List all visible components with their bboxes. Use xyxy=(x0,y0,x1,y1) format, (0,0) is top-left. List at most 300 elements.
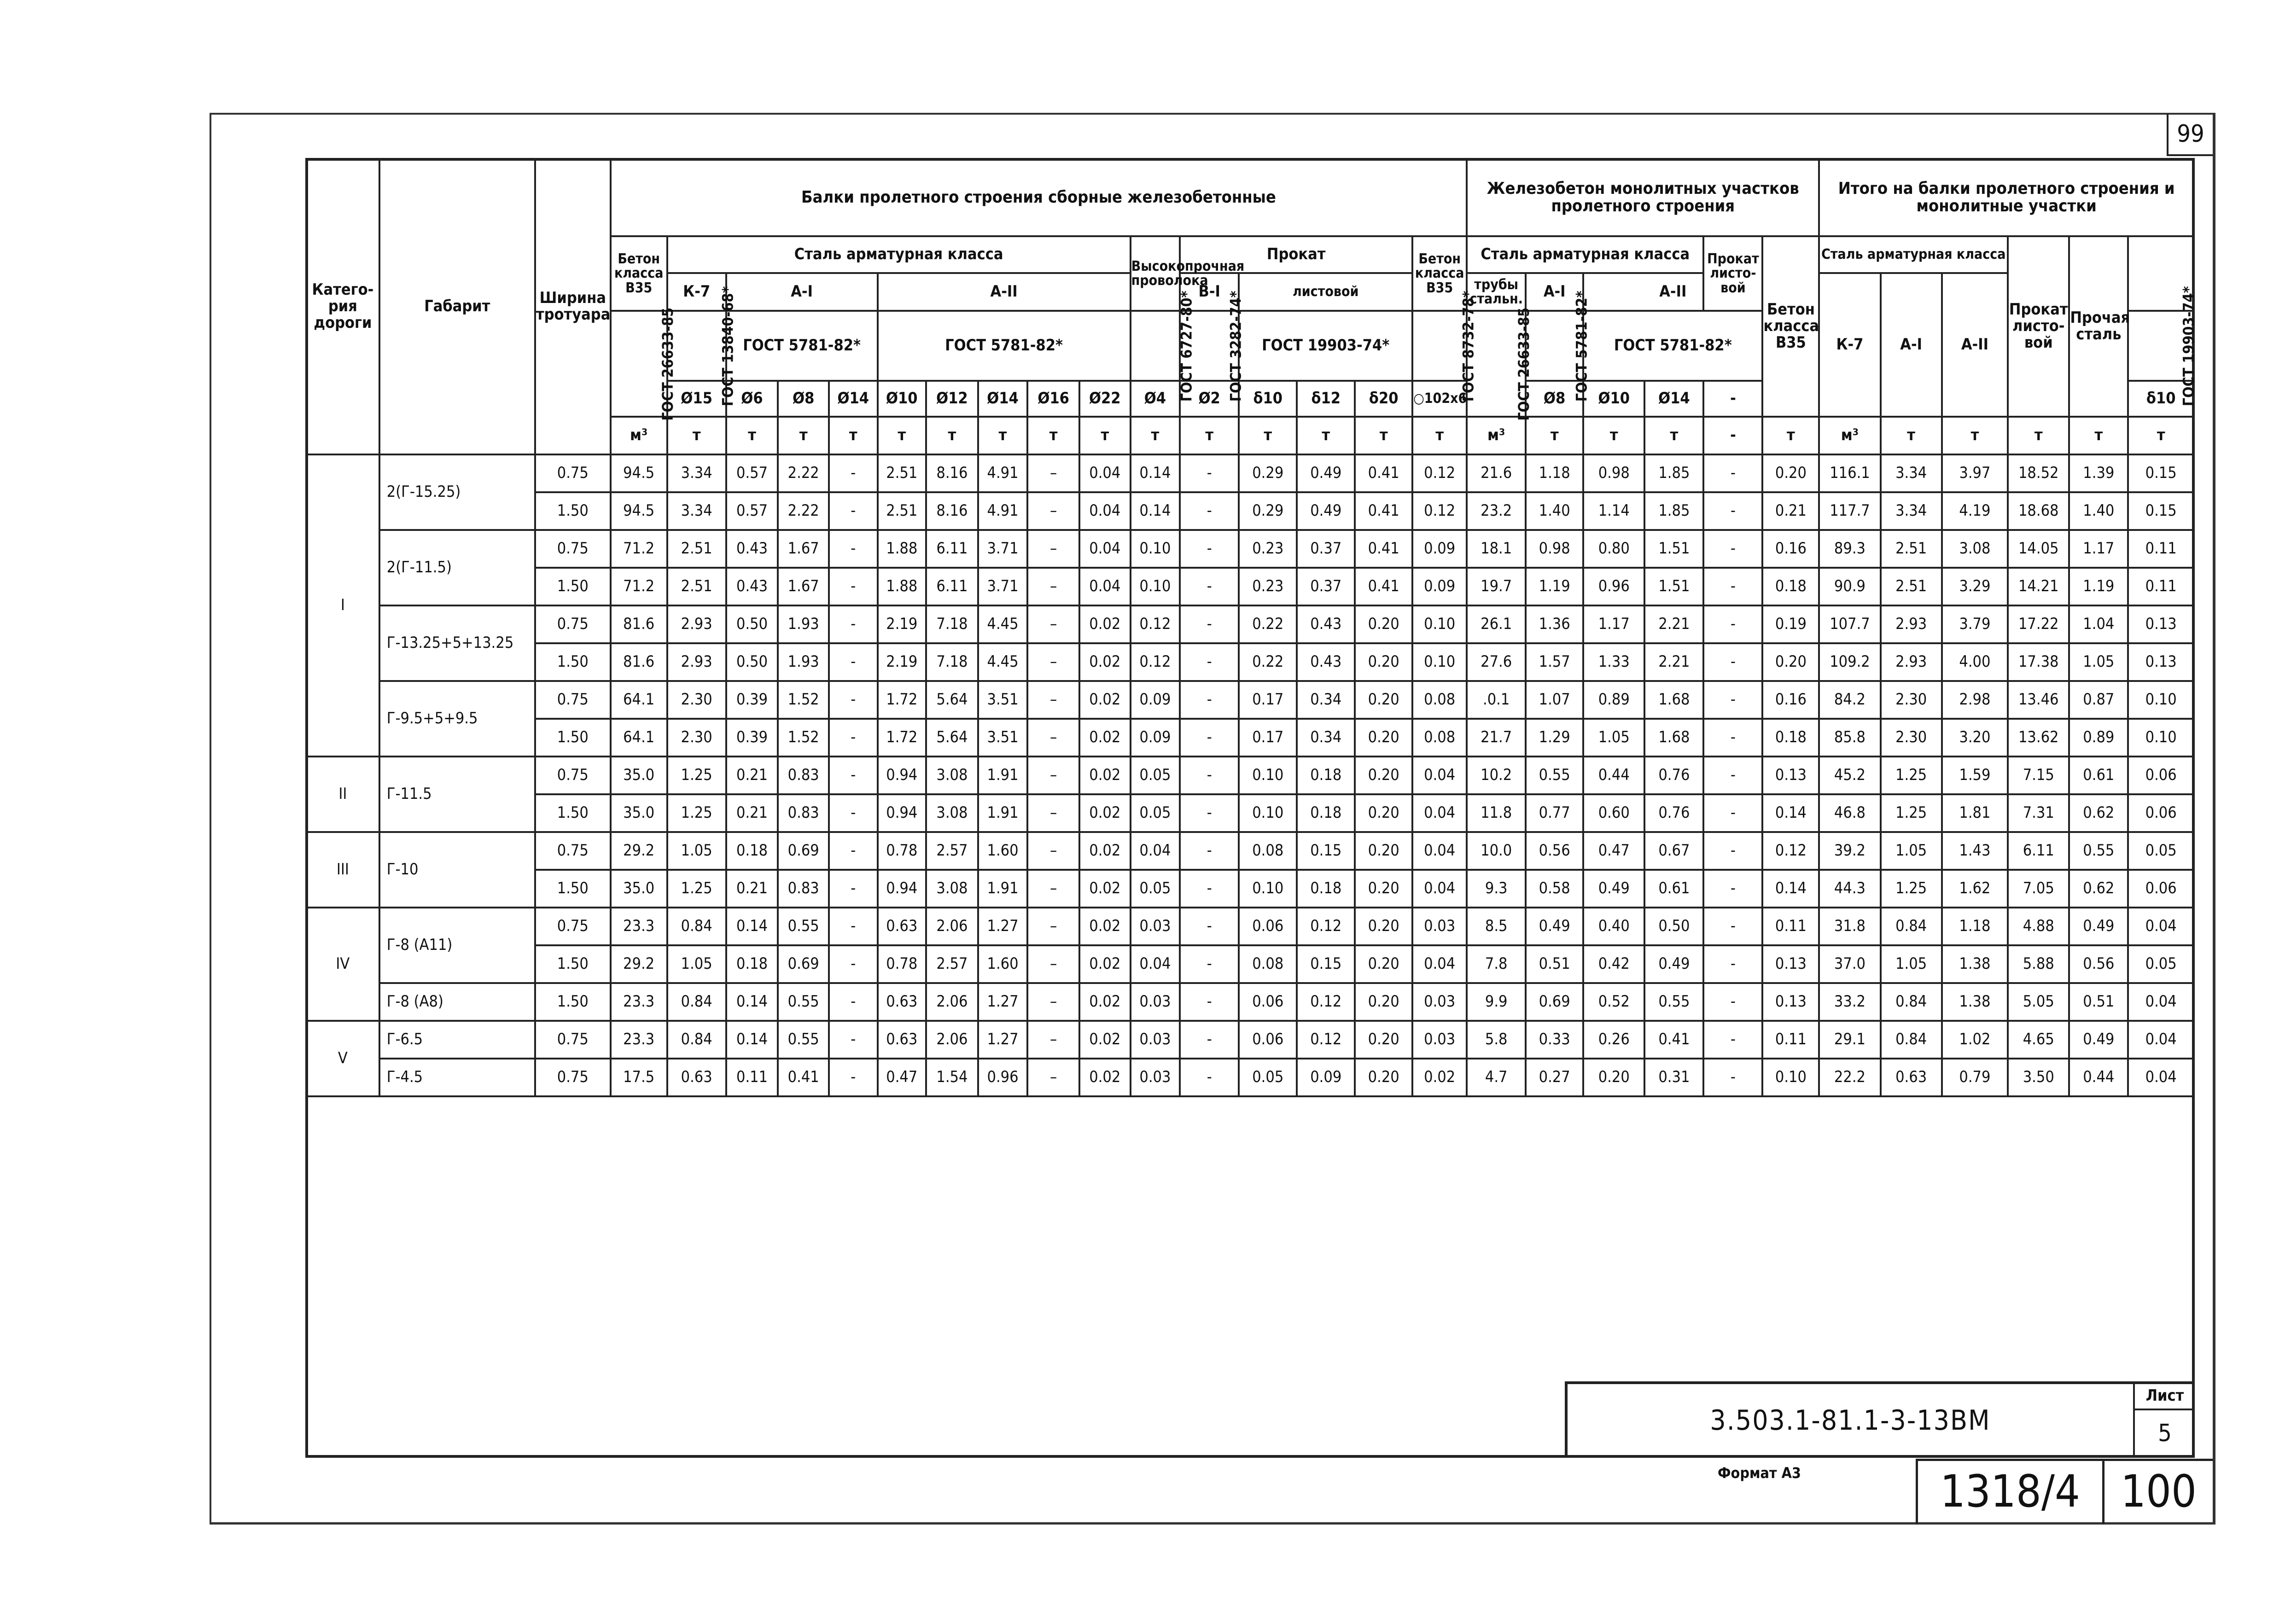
unit-cell: т xyxy=(778,417,829,454)
inventory-number: 1318/4 xyxy=(1940,1466,2080,1517)
value-cell: 4.88 xyxy=(2008,908,2069,945)
header-a1-g3: А-I xyxy=(1881,273,1942,417)
value-cell: 0.04 xyxy=(1412,945,1467,983)
value-cell: - xyxy=(829,530,878,568)
value-cell: 0.43 xyxy=(1297,605,1355,643)
value-cell: 1.67 xyxy=(778,530,829,568)
road-category-cell: IV xyxy=(306,908,379,1021)
value-cell: 31.8 xyxy=(1819,908,1880,945)
header-k7-g3: К-7 xyxy=(1819,273,1880,417)
value-cell: 3.34 xyxy=(1881,454,1942,492)
unit-cell: т xyxy=(2128,417,2194,454)
value-cell: 0.09 xyxy=(1412,530,1467,568)
value-cell: 14.05 xyxy=(2008,530,2069,568)
value-cell: 1.05 xyxy=(667,945,726,983)
value-cell: 0.16 xyxy=(1762,681,1819,719)
value-cell: 1.40 xyxy=(2069,492,2128,530)
value-cell: - xyxy=(829,1059,878,1096)
value-cell: 0.62 xyxy=(2069,870,2128,908)
value-cell: – xyxy=(1027,530,1079,568)
header-gost-6727: ГОСТ 6727-80* xyxy=(1131,311,1180,381)
value-cell: 0.20 xyxy=(1583,1059,1644,1096)
value-cell: - xyxy=(1180,568,1239,605)
table-row xyxy=(306,568,2194,605)
value-cell: 81.6 xyxy=(611,643,667,681)
value-cell: 0.12 xyxy=(1762,832,1819,870)
value-cell: - xyxy=(1703,832,1762,870)
unit-cell: т xyxy=(1355,417,1412,454)
value-cell: 7.8 xyxy=(1467,945,1526,983)
gabarit-cell: 2(Г-11.5) xyxy=(379,530,535,605)
value-cell: 0.78 xyxy=(878,945,927,983)
value-cell: 2.30 xyxy=(667,719,726,757)
value-cell: 64.1 xyxy=(611,719,667,757)
value-cell: 2.57 xyxy=(926,832,978,870)
value-cell: - xyxy=(1703,757,1762,794)
value-cell: 0.61 xyxy=(2069,757,2128,794)
value-cell: 1.25 xyxy=(1881,794,1942,832)
sidewalk-width-cell: 0.75 xyxy=(535,1021,611,1059)
road-category-cell: II xyxy=(306,757,379,832)
value-cell: - xyxy=(1703,530,1762,568)
value-cell: 0.37 xyxy=(1297,530,1355,568)
value-cell: 2.98 xyxy=(1942,681,2008,719)
value-cell: 0.13 xyxy=(1762,945,1819,983)
size-cell: δ10 xyxy=(2128,381,2194,417)
value-cell: 0.15 xyxy=(1297,832,1355,870)
header-steel-g3: Сталь арматурная класса xyxy=(1819,236,2008,273)
value-cell: 0.83 xyxy=(778,794,829,832)
value-cell: 18.52 xyxy=(2008,454,2069,492)
header-k7: К-7 xyxy=(667,273,726,311)
gabarit-cell: Г-4.5 xyxy=(379,1059,535,1096)
size-cell: Ø2 xyxy=(1180,381,1239,417)
value-cell: 0.49 xyxy=(1644,945,1703,983)
value-cell: 0.41 xyxy=(1355,568,1412,605)
value-cell: 0.06 xyxy=(1239,908,1297,945)
value-cell: 1.25 xyxy=(667,794,726,832)
value-cell: 0.02 xyxy=(1079,908,1131,945)
value-cell: 0.27 xyxy=(1526,1059,1583,1096)
value-cell: 0.63 xyxy=(878,1021,927,1059)
header-gost-8732: ГОСТ 8732-78* xyxy=(1412,311,1467,381)
unit-cell: т xyxy=(1027,417,1079,454)
value-cell: - xyxy=(829,908,878,945)
value-cell: 0.84 xyxy=(667,983,726,1021)
value-cell: – xyxy=(1027,492,1079,530)
unit-cell: т xyxy=(878,417,927,454)
value-cell: 27.6 xyxy=(1467,643,1526,681)
value-cell: – xyxy=(1027,908,1079,945)
value-cell: 1.38 xyxy=(1942,945,2008,983)
value-cell: 1.72 xyxy=(878,719,927,757)
value-cell: 5.64 xyxy=(926,681,978,719)
value-cell: 117.7 xyxy=(1819,492,1880,530)
value-cell: 0.09 xyxy=(1412,568,1467,605)
sidewalk-width-cell: 1.50 xyxy=(535,870,611,908)
value-cell: 2.06 xyxy=(926,908,978,945)
sidewalk-width-cell: 1.50 xyxy=(535,492,611,530)
table-row xyxy=(306,605,2194,643)
value-cell: 0.05 xyxy=(1131,757,1180,794)
value-cell: 29.2 xyxy=(611,832,667,870)
value-cell: 0.08 xyxy=(1239,945,1297,983)
value-cell: 6.11 xyxy=(926,530,978,568)
value-cell: 2.19 xyxy=(878,643,927,681)
value-cell: 0.02 xyxy=(1079,983,1131,1021)
value-cell: 0.10 xyxy=(2128,681,2194,719)
value-cell: 0.12 xyxy=(1297,908,1355,945)
value-cell: 17.38 xyxy=(2008,643,2069,681)
value-cell: - xyxy=(829,1021,878,1059)
value-cell: 0.98 xyxy=(1583,454,1644,492)
value-cell: 0.14 xyxy=(1131,492,1180,530)
value-cell: 35.0 xyxy=(611,870,667,908)
value-cell: 2.93 xyxy=(1881,643,1942,681)
value-cell: - xyxy=(829,832,878,870)
value-cell: 0.11 xyxy=(726,1059,778,1096)
value-cell: - xyxy=(1180,454,1239,492)
value-cell: 0.50 xyxy=(1644,908,1703,945)
value-cell: 4.65 xyxy=(2008,1021,2069,1059)
value-cell: 0.12 xyxy=(1131,605,1180,643)
value-cell: 0.18 xyxy=(726,832,778,870)
table-row xyxy=(306,492,2194,530)
table-row xyxy=(306,757,2194,794)
value-cell: - xyxy=(829,870,878,908)
value-cell: 0.04 xyxy=(1131,945,1180,983)
value-cell: - xyxy=(1180,945,1239,983)
header-gost-5781-a2-g2: ГОСТ 5781-82* xyxy=(1583,311,1762,381)
sheet-number: 5 xyxy=(2133,1410,2195,1456)
value-cell: 1.91 xyxy=(978,870,1028,908)
value-cell: 0.41 xyxy=(1355,492,1412,530)
value-cell: - xyxy=(1703,719,1762,757)
value-cell: 0.40 xyxy=(1583,908,1644,945)
value-cell: 0.69 xyxy=(1526,983,1583,1021)
value-cell: 109.2 xyxy=(1819,643,1880,681)
value-cell: 0.22 xyxy=(1239,605,1297,643)
value-cell: 0.51 xyxy=(2069,983,2128,1021)
value-cell: 3.08 xyxy=(926,757,978,794)
header-beton-g3: Бетон класса В35 xyxy=(1762,236,1819,417)
value-cell: 0.29 xyxy=(1239,454,1297,492)
value-cell: - xyxy=(1703,454,1762,492)
drawing-code: 3.503.1-81.1-3-13ВМ xyxy=(1710,1404,1991,1437)
header-a2-g2: А-II xyxy=(1583,273,1762,311)
value-cell: 0.49 xyxy=(1297,492,1355,530)
value-cell: 0.04 xyxy=(1412,757,1467,794)
value-cell: 0.17 xyxy=(1239,681,1297,719)
value-cell: 0.94 xyxy=(878,870,927,908)
value-cell: 7.18 xyxy=(926,605,978,643)
value-cell: 0.84 xyxy=(1881,1021,1942,1059)
value-cell: 17.5 xyxy=(611,1059,667,1096)
value-cell: 3.71 xyxy=(978,568,1028,605)
value-cell: - xyxy=(1180,870,1239,908)
value-cell: 44.3 xyxy=(1819,870,1880,908)
value-cell: - xyxy=(829,757,878,794)
value-cell: - xyxy=(1180,794,1239,832)
value-cell: - xyxy=(1180,643,1239,681)
header-gost-5781-a1-g2: ГОСТ 5781-82* xyxy=(1526,311,1583,381)
sidewalk-width-cell: 0.75 xyxy=(535,1059,611,1096)
value-cell: – xyxy=(1027,643,1079,681)
sidewalk-width-cell: 1.50 xyxy=(535,568,611,605)
value-cell: 0.57 xyxy=(726,454,778,492)
header-pipes: трубы стальн. xyxy=(1467,273,1526,311)
value-cell: 2.51 xyxy=(1881,530,1942,568)
value-cell: 3.50 xyxy=(2008,1059,2069,1096)
value-cell: - xyxy=(1180,530,1239,568)
value-cell: 0.02 xyxy=(1412,1059,1467,1096)
value-cell: – xyxy=(1027,1059,1079,1096)
value-cell: 0.80 xyxy=(1583,530,1644,568)
value-cell: – xyxy=(1027,757,1079,794)
inventory-page: 100 xyxy=(2121,1466,2197,1517)
value-cell: - xyxy=(1180,908,1239,945)
value-cell: 0.15 xyxy=(2128,492,2194,530)
value-cell: 2.06 xyxy=(926,983,978,1021)
value-cell: 1.25 xyxy=(1881,757,1942,794)
value-cell: 1.40 xyxy=(1526,492,1583,530)
value-cell: 1.60 xyxy=(978,945,1028,983)
value-cell: 4.91 xyxy=(978,454,1028,492)
value-cell: 0.20 xyxy=(1355,908,1412,945)
value-cell: – xyxy=(1027,794,1079,832)
value-cell: 0.04 xyxy=(2128,1059,2194,1096)
value-cell: - xyxy=(1703,681,1762,719)
value-cell: 0.04 xyxy=(1131,832,1180,870)
value-cell: 0.02 xyxy=(1079,794,1131,832)
value-cell: 0.03 xyxy=(1412,983,1467,1021)
value-cell: - xyxy=(829,945,878,983)
size-cell: δ10 xyxy=(1239,381,1297,417)
value-cell: 8.5 xyxy=(1467,908,1526,945)
value-cell: 1.51 xyxy=(1644,568,1703,605)
value-cell: – xyxy=(1027,1021,1079,1059)
header-gost-26633: ГОСТ 26633-85 xyxy=(611,311,667,417)
value-cell: 2.19 xyxy=(878,605,927,643)
value-cell: 45.2 xyxy=(1819,757,1880,794)
header-gost-19903-g2: ГОСТ 19903-74* xyxy=(2128,311,2194,381)
value-cell: - xyxy=(1703,1021,1762,1059)
value-cell: 0.87 xyxy=(2069,681,2128,719)
value-cell: 0.43 xyxy=(726,530,778,568)
value-cell: 0.05 xyxy=(1239,1059,1297,1096)
value-cell: 0.41 xyxy=(1355,454,1412,492)
value-cell: 22.2 xyxy=(1819,1059,1880,1096)
unit-cell: т xyxy=(1239,417,1297,454)
value-cell: 39.2 xyxy=(1819,832,1880,870)
header-beton-g2: Бетон класса В35 xyxy=(1412,236,1467,311)
value-cell: 1.05 xyxy=(1881,945,1942,983)
size-cell: Ø14 xyxy=(1644,381,1703,417)
value-cell: 0.05 xyxy=(1131,870,1180,908)
value-cell: - xyxy=(1180,1021,1239,1059)
value-cell: 0.04 xyxy=(1079,568,1131,605)
value-cell: 7.15 xyxy=(2008,757,2069,794)
value-cell: 0.39 xyxy=(726,681,778,719)
value-cell: - xyxy=(1703,945,1762,983)
value-cell: - xyxy=(829,454,878,492)
value-cell: 2.51 xyxy=(667,568,726,605)
value-cell: 0.15 xyxy=(2128,454,2194,492)
value-cell: 0.63 xyxy=(878,908,927,945)
value-cell: 1.68 xyxy=(1644,681,1703,719)
value-cell: 0.20 xyxy=(1355,1059,1412,1096)
road-category-cell: I xyxy=(306,454,379,757)
value-cell: 1.93 xyxy=(778,643,829,681)
value-cell: 1.29 xyxy=(1526,719,1583,757)
unit-cell: т xyxy=(1079,417,1131,454)
value-cell: 0.67 xyxy=(1644,832,1703,870)
value-cell: 0.52 xyxy=(1583,983,1644,1021)
page-number: 99 xyxy=(2167,114,2213,156)
value-cell: 4.00 xyxy=(1942,643,2008,681)
value-cell: 0.16 xyxy=(1762,530,1819,568)
value-cell: – xyxy=(1027,719,1079,757)
header-group-total: Итого на балки пролетного строения и монолитные участки xyxy=(1819,159,2194,236)
size-cell: Ø14 xyxy=(978,381,1028,417)
value-cell: 3.34 xyxy=(667,454,726,492)
unit-cell: м³ xyxy=(1467,417,1526,454)
header-prokat-g3: Прокат листо-вой xyxy=(2008,236,2069,417)
value-cell: - xyxy=(1703,870,1762,908)
value-cell: - xyxy=(829,605,878,643)
value-cell: 0.29 xyxy=(1239,492,1297,530)
value-cell: 0.76 xyxy=(1644,794,1703,832)
sidewalk-width-cell: 0.75 xyxy=(535,908,611,945)
value-cell: 0.19 xyxy=(1762,605,1819,643)
size-cell: δ12 xyxy=(1297,381,1355,417)
value-cell: 2.30 xyxy=(1881,681,1942,719)
value-cell: 3.08 xyxy=(926,794,978,832)
value-cell: - xyxy=(829,983,878,1021)
value-cell: 0.10 xyxy=(1131,530,1180,568)
size-cell: Ø10 xyxy=(878,381,927,417)
value-cell: 0.94 xyxy=(878,757,927,794)
value-cell: 0.14 xyxy=(1131,454,1180,492)
value-cell: 2.22 xyxy=(778,454,829,492)
value-cell: 0.55 xyxy=(1526,757,1583,794)
value-cell: 0.12 xyxy=(1412,454,1467,492)
value-cell: 13.46 xyxy=(2008,681,2069,719)
unit-cell: т xyxy=(978,417,1028,454)
value-cell: 0.21 xyxy=(726,794,778,832)
header-gost-5781-a1: ГОСТ 5781-82* xyxy=(726,311,878,381)
value-cell: 0.26 xyxy=(1583,1021,1644,1059)
value-cell: 0.60 xyxy=(1583,794,1644,832)
value-cell: 5.88 xyxy=(2008,945,2069,983)
value-cell: 0.12 xyxy=(1131,643,1180,681)
gabarit-cell: Г-6.5 xyxy=(379,1021,535,1059)
header-other-steel: Прочая сталь xyxy=(2069,236,2128,417)
table-row xyxy=(306,1059,2194,1096)
value-cell: 1.05 xyxy=(1583,719,1644,757)
value-cell: 0.89 xyxy=(1583,681,1644,719)
value-cell: 4.45 xyxy=(978,605,1028,643)
value-cell: - xyxy=(1180,757,1239,794)
value-cell: 0.83 xyxy=(778,757,829,794)
sidewalk-width-cell: 0.75 xyxy=(535,832,611,870)
value-cell: 0.21 xyxy=(1762,492,1819,530)
value-cell: 0.84 xyxy=(667,908,726,945)
value-cell: 0.14 xyxy=(726,908,778,945)
value-cell: 21.6 xyxy=(1467,454,1526,492)
header-a1-g2: А-I xyxy=(1526,273,1583,311)
value-cell: 21.7 xyxy=(1467,719,1526,757)
value-cell: 64.1 xyxy=(611,681,667,719)
value-cell: 3.71 xyxy=(978,530,1028,568)
value-cell: 5.8 xyxy=(1467,1021,1526,1059)
value-cell: 1.27 xyxy=(978,983,1028,1021)
value-cell: 5.64 xyxy=(926,719,978,757)
value-cell: 1.19 xyxy=(1526,568,1583,605)
value-cell: - xyxy=(829,681,878,719)
value-cell: 0.03 xyxy=(1131,983,1180,1021)
value-cell: 0.20 xyxy=(1355,757,1412,794)
value-cell: 0.76 xyxy=(1644,757,1703,794)
value-cell: 1.51 xyxy=(1644,530,1703,568)
header-prokat-g2: Прокат листо-вой xyxy=(1703,236,1762,311)
value-cell: 18.68 xyxy=(2008,492,2069,530)
value-cell: 0.11 xyxy=(2128,568,2194,605)
value-cell: 23.2 xyxy=(1467,492,1526,530)
value-cell: - xyxy=(829,643,878,681)
sheet-frame-right xyxy=(2213,113,2215,1524)
value-cell: - xyxy=(1703,492,1762,530)
header-steel-g1: Сталь арматурная класса xyxy=(667,236,1131,273)
value-cell: - xyxy=(829,794,878,832)
value-cell: - xyxy=(1703,908,1762,945)
table-row xyxy=(306,983,2194,1021)
value-cell: 3.20 xyxy=(1942,719,2008,757)
sidewalk-width-cell: 0.75 xyxy=(535,757,611,794)
sidewalk-width-cell: 1.50 xyxy=(535,945,611,983)
value-cell: 1.67 xyxy=(778,568,829,605)
unit-cell: т xyxy=(1644,417,1703,454)
size-cell: Ø6 xyxy=(726,381,778,417)
value-cell: 107.7 xyxy=(1819,605,1880,643)
value-cell: 0.20 xyxy=(1355,681,1412,719)
size-cell: - xyxy=(1703,381,1762,417)
value-cell: 23.3 xyxy=(611,908,667,945)
value-cell: 1.85 xyxy=(1644,454,1703,492)
value-cell: 0.18 xyxy=(1297,757,1355,794)
header-steel-g2: Сталь арматурная класса xyxy=(1467,236,1703,273)
value-cell: 6.11 xyxy=(926,568,978,605)
value-cell: 0.63 xyxy=(667,1059,726,1096)
value-cell: 1.07 xyxy=(1526,681,1583,719)
value-cell: 0.42 xyxy=(1583,945,1644,983)
value-cell: 35.0 xyxy=(611,757,667,794)
value-cell: 17.22 xyxy=(2008,605,2069,643)
header-gost-13840: ГОСТ 13840-68* xyxy=(667,311,726,381)
value-cell: 0.18 xyxy=(1762,568,1819,605)
value-cell: 1.68 xyxy=(1644,719,1703,757)
value-cell: - xyxy=(1180,605,1239,643)
table-row xyxy=(306,832,2194,870)
value-cell: 0.10 xyxy=(1412,643,1467,681)
value-cell: 0.55 xyxy=(778,908,829,945)
value-cell: 0.39 xyxy=(726,719,778,757)
value-cell: 0.34 xyxy=(1297,681,1355,719)
value-cell: 29.1 xyxy=(1819,1021,1880,1059)
value-cell: 3.97 xyxy=(1942,454,2008,492)
value-cell: 3.79 xyxy=(1942,605,2008,643)
value-cell: 0.20 xyxy=(1762,454,1819,492)
